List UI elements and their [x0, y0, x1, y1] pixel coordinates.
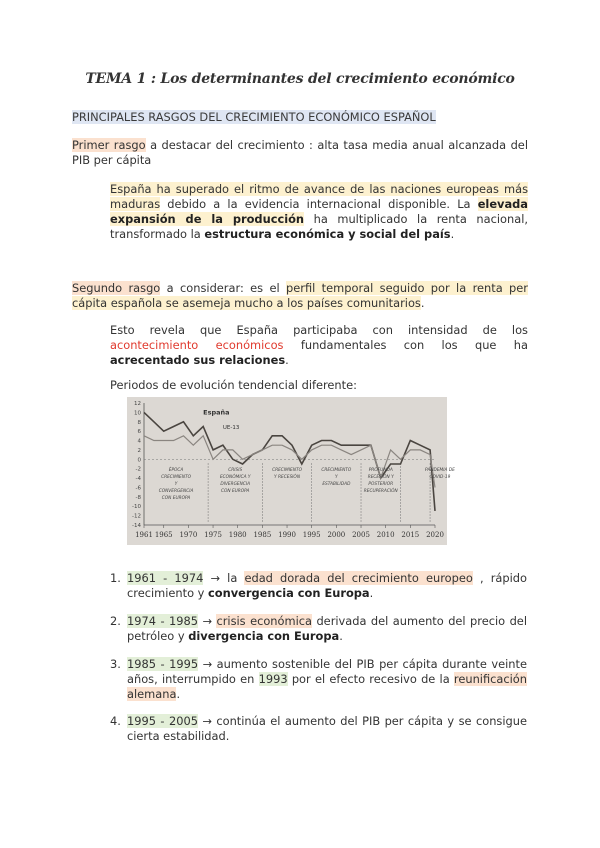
text-run: derivada del aumento del precio del petróleo y	[127, 614, 527, 643]
y-tick-label: 2	[137, 447, 141, 454]
red-text: acontecimiento económicos	[110, 338, 284, 352]
y-tick-label: 10	[134, 410, 141, 417]
section-heading-text: PRINCIPALES RASGOS DEL CRECIMIENTO ECONÓMICO ESPAÑOL	[72, 110, 436, 124]
y-tick-label: 0	[137, 457, 141, 464]
first-feature-label: Primer rasgo	[72, 138, 146, 152]
document-title: TEMA 1 : Los determinantes del crecimiento económico	[85, 71, 515, 87]
x-tick-label: 1965	[154, 531, 173, 539]
second-feature-label: Segundo rasgo	[72, 281, 161, 295]
text-run: ha multiplicado la renta nacional, transformado la	[110, 212, 529, 241]
x-tick-label: 1975	[204, 531, 222, 539]
second-feature-paragraph	[72, 281, 528, 311]
text-run: → aumento sostenible del PIB per cápita durante veinte años, interrumpido en	[127, 657, 527, 686]
text-run: .	[176, 687, 181, 701]
period-annotation: PANDEMIA DE COVID-19	[425, 468, 455, 481]
text-run: fundamentales con los que ha	[283, 338, 528, 352]
text-run: → la	[203, 571, 245, 585]
spain-growth-paragraph	[110, 182, 528, 242]
period-annotation: ÉPOCA CRECIMIENTO Y CONVERGENCIA CON EUROPA	[158, 468, 194, 502]
series-label-ue13: UE-13	[222, 424, 240, 431]
text-run: por el efecto recesivo de la	[287, 672, 454, 686]
x-tick-label: 1961	[135, 531, 153, 539]
list-item	[110, 657, 527, 702]
list-number: 3.	[110, 657, 121, 671]
y-tick-label: 12	[134, 401, 141, 407]
list-item	[110, 614, 527, 644]
text-run: .	[285, 353, 289, 367]
growth-line-chart	[127, 397, 455, 545]
x-tick-label: 1990	[278, 531, 296, 539]
relations-paragraph	[110, 323, 528, 368]
x-tick-label: 2015	[401, 531, 420, 539]
list-item	[110, 714, 527, 744]
y-tick-label: 8	[137, 419, 141, 426]
highlight-text: perfil temporal seguido por la renta per cápita española se asemeja mucho a los países comunitarios	[72, 281, 528, 310]
first-feature-text: a destacar del crecimiento : alta tasa media anual alcanzada del PIB per cápita	[72, 138, 528, 167]
text-run: .	[369, 586, 374, 600]
x-tick-label: 2000	[327, 531, 346, 539]
y-tick-label: -6	[135, 485, 141, 492]
y-tick-label: -10	[132, 504, 141, 511]
period-annotation: PROFUNDA RECESIÓN Y POSTERIOR RECUPERACIÓN	[363, 468, 398, 495]
period-annotation: CRECIMIENTO Y ESTABILIDAD	[321, 468, 352, 488]
period-annotation: CRISIS ECONÓMICA Y DIVERGENCIA CON EUROPA	[219, 468, 251, 495]
x-tick-label: 1980	[228, 531, 247, 539]
y-tick-label: -2	[135, 466, 141, 473]
y-tick-label: -12	[132, 513, 141, 520]
text-run: .	[450, 227, 455, 241]
list-item	[110, 571, 527, 601]
bold-highlight-text: elevada expansión de la producción	[110, 197, 528, 226]
list-number: 2.	[110, 614, 121, 628]
text-run: a considerar: es el	[160, 281, 287, 295]
text-run: → continúa el aumento del PIB per cápita y se consigue cierta estabilidad.	[127, 714, 527, 743]
x-tick-label: 1995	[302, 531, 321, 539]
list-number: 4.	[110, 714, 121, 728]
first-feature-paragraph	[72, 138, 528, 168]
period-range: 1974 - 1985	[127, 614, 198, 628]
period-range: 1961 - 1974	[127, 571, 204, 585]
growth-chart-photo	[127, 397, 455, 545]
section-heading	[72, 110, 436, 125]
periods-label: Periodos de evolución tendencial diferente:	[110, 378, 357, 392]
bold-text: divergencia con Europa	[188, 629, 340, 643]
series-label-spain: España	[203, 408, 230, 417]
text-run: Esto revela que España participaba con intensidad de los	[110, 323, 528, 337]
text-run: →	[198, 614, 217, 628]
y-tick-label: -14	[132, 523, 141, 529]
highlight-text: 1993	[258, 672, 288, 686]
text-run: .	[420, 296, 425, 310]
highlight-text: edad dorada del crecimiento europeo	[244, 571, 473, 585]
text-run: , rápido crecimiento y	[127, 571, 527, 600]
x-tick-label: 2020	[426, 531, 444, 539]
text-run: .	[339, 629, 343, 643]
period-annotation: CRECIMIENTO Y RECESIÓN	[272, 468, 302, 481]
period-range: 1995 - 2005	[127, 714, 198, 728]
period-range: 1985 - 1995	[127, 657, 199, 671]
y-tick-label: -8	[135, 494, 141, 501]
highlight-text: reunificación alemana	[127, 672, 527, 701]
text-run: debido a la evidencia internacional disponible. La	[160, 197, 478, 211]
list-number: 1.	[110, 571, 121, 585]
bold-text: estructura económica y social del país	[204, 227, 451, 241]
x-tick-label: 1970	[179, 531, 198, 539]
y-tick-label: -4	[135, 476, 141, 483]
highlight-text: crisis económica	[216, 614, 312, 628]
y-tick-label: 6	[137, 429, 141, 436]
x-tick-label: 2005	[352, 531, 370, 539]
x-tick-label: 2010	[376, 531, 395, 539]
bold-text: acrecentado sus relaciones	[110, 353, 286, 367]
highlight-text: España ha superado el ritmo de avance de las naciones europeas más maduras	[110, 182, 528, 211]
bold-text: convergencia con Europa	[208, 586, 370, 600]
y-tick-label: 4	[137, 438, 141, 445]
x-tick-label: 1985	[253, 531, 272, 539]
